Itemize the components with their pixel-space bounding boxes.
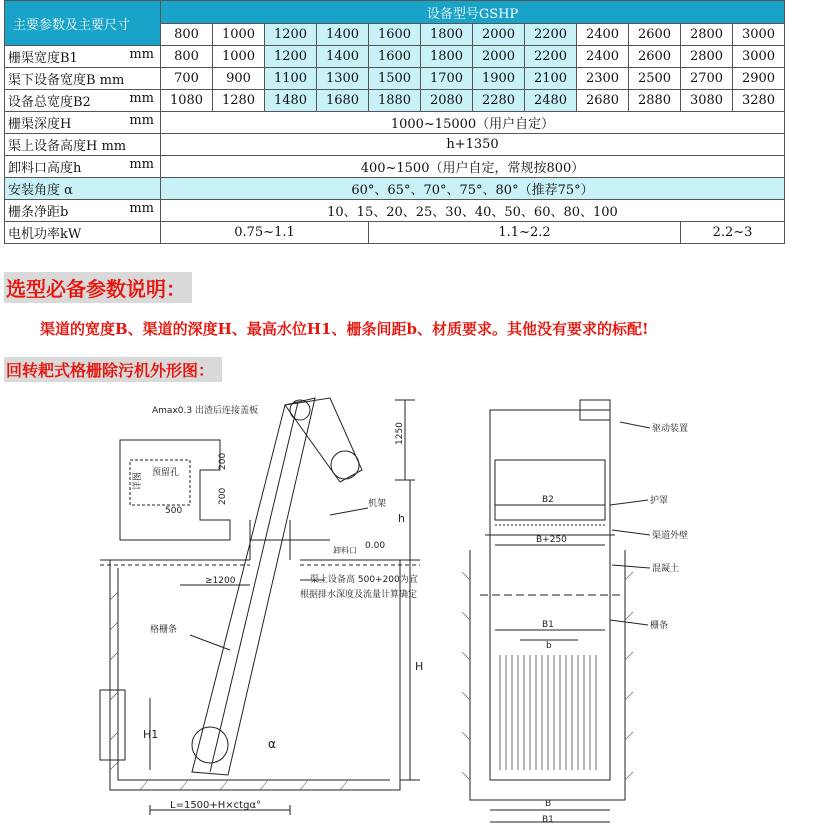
row-unit: mm	[129, 157, 154, 172]
value-cell: 1800	[421, 46, 473, 68]
row-label-text: 渠下设备宽度B mm	[8, 73, 125, 88]
value-cell: 1900	[473, 68, 525, 90]
value-cell: 2900	[733, 68, 785, 90]
value-cell: 2100	[525, 68, 577, 90]
model-cell: 1400	[317, 24, 369, 46]
value-cell: 2880	[629, 90, 681, 112]
row-label-text: 栅渠宽度B1	[8, 51, 78, 66]
value-cell: 2280	[473, 90, 525, 112]
dim-B: B	[545, 799, 552, 809]
row-label-text: 卸料口高度h	[8, 161, 82, 176]
dim-1200: ≥1200	[205, 576, 236, 586]
model-cell: 2000	[473, 24, 525, 46]
merged-value-cell: 1000~15000（用户自定）	[161, 112, 785, 134]
label-bars-side: 格栅条	[150, 625, 178, 635]
value-cell: 2500	[629, 68, 681, 90]
value-cell: 1300	[317, 68, 369, 90]
section1-text: 渠道的宽度B、渠道的深度H、最高水位H1、栅条间距b、材质要求。其他没有要求的标配!	[40, 320, 649, 338]
label-frame: 渠道外壁	[652, 531, 689, 541]
anno1: 渠上设备高 500+200为宜	[310, 575, 418, 585]
value-cell: 1000	[213, 46, 265, 68]
model-cell: 2200	[525, 24, 577, 46]
value-cell: 1880	[369, 90, 421, 112]
row-unit: mm	[129, 201, 154, 216]
dim-500: 500	[165, 506, 183, 516]
dim-B1: B1	[542, 620, 554, 630]
value-cell: 3000	[733, 46, 785, 68]
label-guard: 护罩	[650, 496, 669, 506]
anno2: 根据排水深度及流量计算确定	[300, 590, 418, 600]
value-cell: 1100	[265, 68, 317, 90]
value-cell: 1680	[317, 90, 369, 112]
value-cell: 1200	[265, 46, 317, 68]
table-header-label: 主要参数及主要尺寸	[5, 1, 161, 46]
value-cell: 1480	[265, 90, 317, 112]
value-cell: 2400	[577, 46, 629, 68]
dim-1250: 1250	[395, 422, 405, 445]
dim-alpha: α	[268, 737, 276, 751]
row-label-text: 设备总宽度B2	[8, 95, 91, 110]
row-unit: mm	[129, 47, 154, 62]
label-drive: 机架	[368, 499, 387, 509]
value-cell: 1600	[369, 46, 421, 68]
value-cell: 2480	[525, 90, 577, 112]
value-cell: 2000	[473, 46, 525, 68]
power-value-cell: 0.75~1.1	[161, 222, 369, 244]
label-rake: 卸料口	[333, 546, 357, 555]
value-cell: 1280	[213, 90, 265, 112]
model-cell: 800	[161, 24, 213, 46]
merged-value-cell: h+1350	[161, 134, 785, 156]
model-cell: 1000	[213, 24, 265, 46]
model-cell: 2600	[629, 24, 681, 46]
label-bars-front: 栅条	[650, 621, 669, 631]
value-cell: 2080	[421, 90, 473, 112]
dim-200b: 200	[218, 487, 228, 505]
value-cell: 1400	[317, 46, 369, 68]
value-cell: 2800	[681, 46, 733, 68]
label-wall: 混凝土	[652, 564, 680, 574]
model-header: 设备型号GSHP	[161, 1, 785, 24]
row-unit: mm	[129, 91, 154, 106]
merged-value-cell: 400~1500（用户自定，常规按800）	[161, 156, 785, 178]
row-label-text: 渠上设备高度H mm	[8, 139, 127, 154]
row-label-text: 安装角度 α	[8, 183, 73, 198]
row-label-text: 栅渠深度H	[8, 117, 72, 132]
merged-value-cell: 60°、65°、70°、75°、80°（推荐75°）	[161, 178, 785, 200]
row-label-text: 栅条净距b	[8, 205, 69, 220]
section1-title: 选型必备参数说明：	[4, 272, 192, 303]
dim-L: L=1500+H×ctgα°	[170, 800, 262, 811]
value-cell: 2200	[525, 46, 577, 68]
value-cell: 2700	[681, 68, 733, 90]
side-note-top: Amax0.3 出渣后连接盖板	[152, 406, 258, 416]
power-value-cell: 2.2~3	[681, 222, 785, 244]
model-cell: 2400	[577, 24, 629, 46]
label-motor: 驱动装置	[652, 424, 689, 434]
detail-label: 预留孔	[152, 468, 180, 478]
value-cell: 3080	[681, 90, 733, 112]
model-cell: 3000	[733, 24, 785, 46]
section2-title: 回转耙式格栅除污机外形图：	[4, 357, 222, 382]
model-cell: 1600	[369, 24, 421, 46]
value-cell: 900	[213, 68, 265, 90]
value-cell: 2300	[577, 68, 629, 90]
row-label: 电机功率kW	[5, 222, 161, 244]
dim-B1-bottom: B1	[542, 815, 554, 825]
model-cell: 2800	[681, 24, 733, 46]
model-cell: 1200	[265, 24, 317, 46]
value-cell: 800	[161, 46, 213, 68]
dim-200a: 200	[218, 452, 228, 470]
value-cell: 2680	[577, 90, 629, 112]
merged-value-cell: 10、15、20、25、30、40、50、60、80、100	[161, 200, 785, 222]
dim-H1: H1	[143, 728, 159, 741]
dim-H: H	[415, 660, 424, 673]
value-cell: 2600	[629, 46, 681, 68]
dim-B250: B+250	[536, 535, 567, 545]
row-unit: mm	[129, 113, 154, 128]
dim-h: h	[398, 512, 405, 525]
model-cell: 1800	[421, 24, 473, 46]
value-cell: 1080	[161, 90, 213, 112]
dim-b: b	[546, 641, 552, 651]
value-cell: 700	[161, 68, 213, 90]
value-cell: 3280	[733, 90, 785, 112]
detail-side: 详图	[133, 471, 143, 490]
value-cell: 1500	[369, 68, 421, 90]
value-cell: 1700	[421, 68, 473, 90]
power-value-cell: 1.1~2.2	[369, 222, 681, 244]
label-level: 0.00	[365, 541, 386, 551]
dim-B2: B2	[542, 495, 554, 505]
